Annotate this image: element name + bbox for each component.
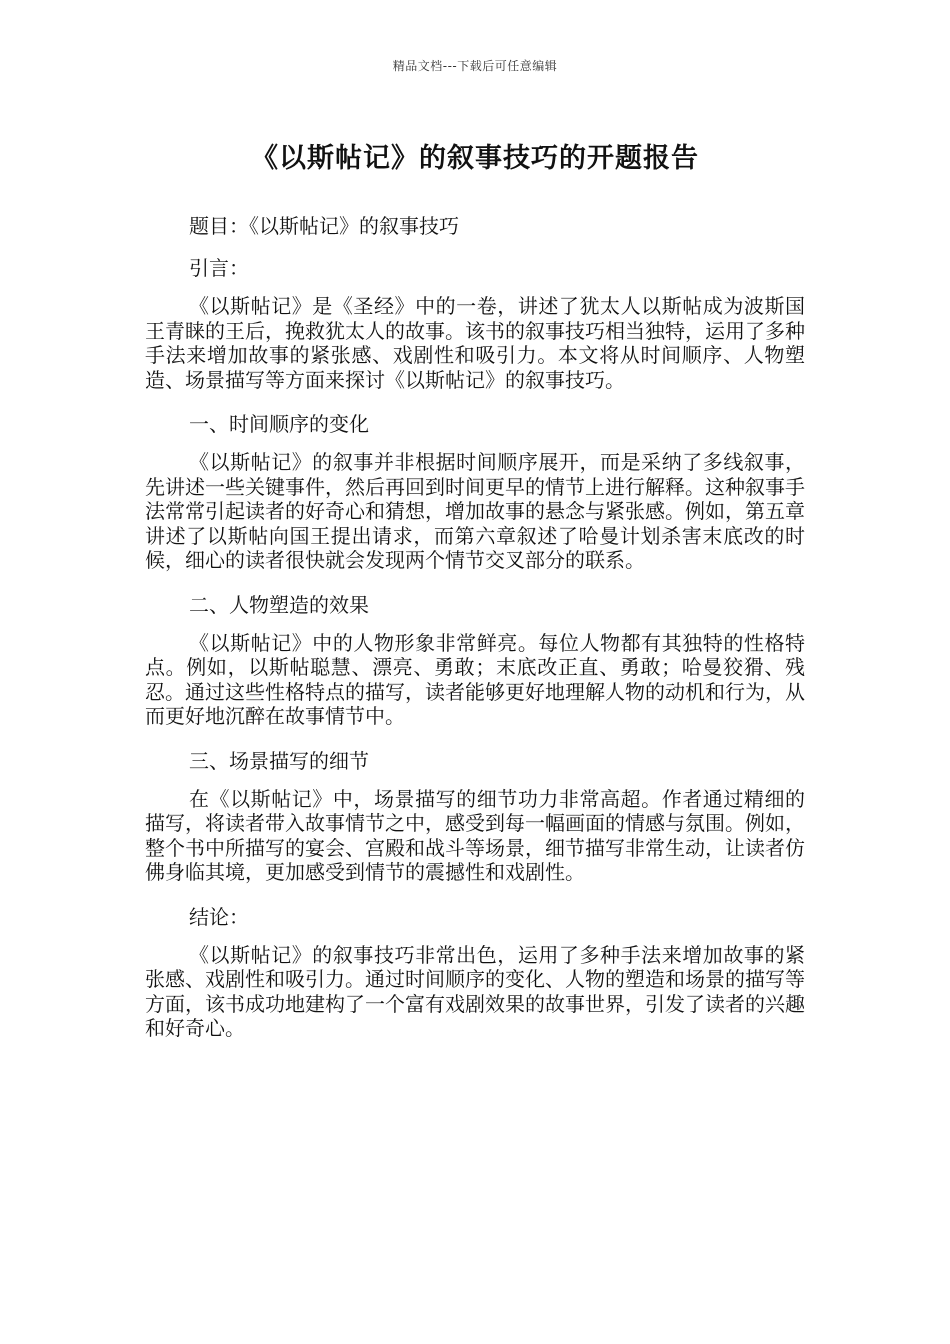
section-paragraph-1: 《以斯帖记》的叙事并非根据时间顺序展开，而是采纳了多线叙事，先讲述一些关键事件，然后再回到时间更早的情节上进行解释。这种叙事手法常常引起读者的好奇心和猜想，增加故事的悬念与紧张感。例如，第五章讲述了以斯帖向国王提出请求，而第六章叙述了哈曼计划杀害末底改的时候，细心的读者很快就会发现两个情节交叉部分的联系。 xyxy=(145,450,805,572)
section-paragraph-3: 在《以斯帖记》中，场景描写的细节功力非常高超。作者通过精细的描写，将读者带入故事情节之中，感受到每一幅画面的情感与氛围。例如，整个书中所描写的宴会、宫殿和战斗等场景，细节描写非常生动，让读者仿佛身临其境，更加感受到情节的震撼性和戏剧性。 xyxy=(145,786,805,884)
section-heading-1: 一、时间顺序的变化 xyxy=(189,412,369,436)
section-heading-3: 三、场景描写的细节 xyxy=(189,748,369,773)
conclusion-paragraph: 《以斯帖记》的叙事技巧非常出色，运用了多种手法来增加故事的紧张感、戏剧性和吸引力。通过时间顺序的变化、人物的塑造和场景的描写等方面，该书成功地建构了一个富有戏剧效果的故事世界，引发了读者的兴趣和好奇心。 xyxy=(145,942,805,1040)
intro-paragraph: 《以斯帖记》是《圣经》中的一卷，讲述了犹太人以斯帖成为波斯国王青睐的王后，挽救犹太人的故事。该书的叙事技巧相当独特，运用了多种手法来增加故事的紧张感、戏剧性和吸引力。本文将从时间顺序、人物塑造、场景描写等方面来探讨《以斯帖记》的叙事技巧。 xyxy=(145,294,805,392)
page-header-watermark: 精品文档---下载后可任意编辑 xyxy=(392,59,558,73)
section-heading-2: 二、人物塑造的效果 xyxy=(189,592,369,617)
topic-line: 题目：《以斯帖记》的叙事技巧 xyxy=(189,214,459,238)
conclusion-label: 结论： xyxy=(189,904,249,929)
document-title: 《以斯帖记》的叙事技巧的开题报告 xyxy=(251,143,699,174)
intro-label: 引言： xyxy=(189,256,249,280)
document-body xyxy=(145,210,805,1057)
section-paragraph-2: 《以斯帖记》中的人物形象非常鲜亮。每位人物都有其独特的性格特点。例如，以斯帖聪慧、漂亮、勇敢；末底改正直、勇敢；哈曼狡猾、残忍。通过这些性格特点的描写，读者能够更好地理解人物的动机和行为，从而更好地沉醉在故事情节中。 xyxy=(145,630,805,728)
